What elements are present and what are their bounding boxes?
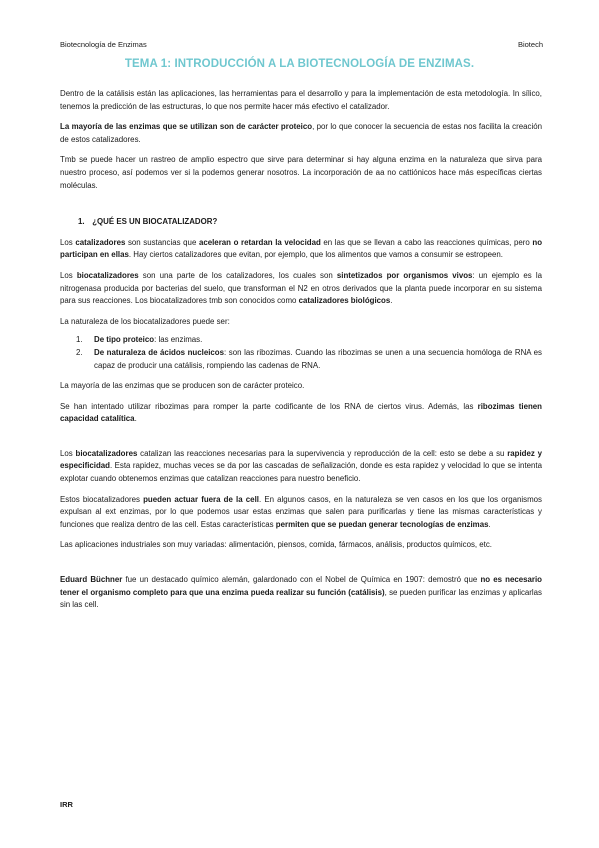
paragraph-supervivencia: Los biocatalizadores catalizan las reacciones necesarias para la supervivencia y reproducción de la cell: esto se debe a su rapidez y especificidad. Esta rapidez, muchas veces se da por las cascadas de señalización, donde es esta rapidez y velocidad lo que se intenta explotar cuando obtenemos enzimas que catalizan reacciones para nuestro beneficio. (60, 448, 542, 484)
document-body (60, 88, 542, 620)
header-subject: Biotecnología de Enzimas (60, 40, 147, 49)
paragraph-rastreo: Tmb se puede hacer un rastreo de amplio espectro que sirve para determinar si hay alguna enzima en la naturaleza que sirva para nuestro proceso, así podemos ver si la podemos generar nosotros. La incorporación de aa no cattiónicos hace más específicas ciertas moléculas. (60, 155, 542, 190)
header-course: Biotech (517, 40, 543, 49)
page-header (60, 40, 543, 49)
biocatalyst-types-list (60, 334, 542, 372)
list-item: 2. De naturaleza de ácidos nucleicos: son las ribozimas. Cuando las ribozimas se unen a una secuencia homóloga de RNA es capaz de producir una catálisis, rompiendo las cadenas de RNA. (76, 347, 542, 370)
page-title: TEMA 1: INTRODUCCIÓN A LA BIOTECNOLOGÍA DE ENZIMAS. (124, 58, 475, 70)
paragraph-biocatalizadores: Los biocatalizadores son una parte de los catalizadores, los cuales son sintetizados por organismos vivos: un ejemplo es la nitrogenasa producida por bacterias del suelo, que transforman el N2 en otros derivados que la planta puede incorporar en su sistema para sus reacciones. Los biocatalizadores tmb son conocidos como catalizadores biológicos. (60, 270, 542, 306)
paragraph-intro: Dentro de la catálisis están las aplicaciones, las herramientas para el desarrollo y para la implementación de esta metodología. In sílico, tenemos la predicción de las estructuras, lo que nos permite hacer más efectivo el catalizador. (60, 89, 542, 111)
paragraph-proteico: La mayoría de las enzimas que se utilizan son de carácter proteico, por lo que conocer la secuencia de estas nos facilita la creación de estos catalizadores. (60, 122, 542, 144)
section-heading: 1. ¿QUÉ ES UN BIOCATALIZADOR? (78, 217, 218, 227)
paragraph-aplicaciones: Las aplicaciones industriales son muy variadas: alimentación, piensos, comida, fármacos, análisis, productos químicos, etc. (60, 540, 493, 550)
paragraph-buchner: Eduard Büchner fue un destacado químico alemán, galardonado con el Nobel de Química en 1907: demostró que no es necesario tener el organismo completo para que una enzima pueda realizar su función (catálisis), se pueden purificar las enzimas y aplicarlas sin las cell. (60, 575, 542, 610)
page-footer-author: IRR (60, 800, 73, 809)
paragraph-fuera-cell: Estos biocatalizadores pueden actuar fuera de la cell. En algunos casos, en la naturaleza se ven casos en los que los organismos expulsan al ext enzimas, por lo que podemos usar estas enzimas que salen para purificarlas y tiene las mismas características y funciones que realiza dentro de las cell. Estas características permiten que se puedan generar tecnologías de enzimas. (60, 494, 542, 529)
paragraph-catalizadores: Los catalizadores son sustancias que aceleran o retardan la velocidad en las que se llevan a cabo las reacciones químicas, pero no participan en ellas. Hay ciertos catalizadores que evitan, por ejemplo, que los alimentos que vamos a consumir se estropeen. (60, 237, 543, 260)
paragraph-mayoria: La mayoría de las enzimas que se producen son de carácter proteico. (60, 381, 305, 391)
paragraph-ribozimas: Se han intentado utilizar ribozimas para romper la parte codificante de los RNA de ciertos virus. Además, las ribozimas tienen capacidad catalítica. (60, 401, 542, 424)
list-item: 1. De tipo proteico: las enzimas. (76, 335, 203, 345)
paragraph-naturaleza: La naturaleza de los biocatalizadores puede ser: (60, 316, 230, 326)
